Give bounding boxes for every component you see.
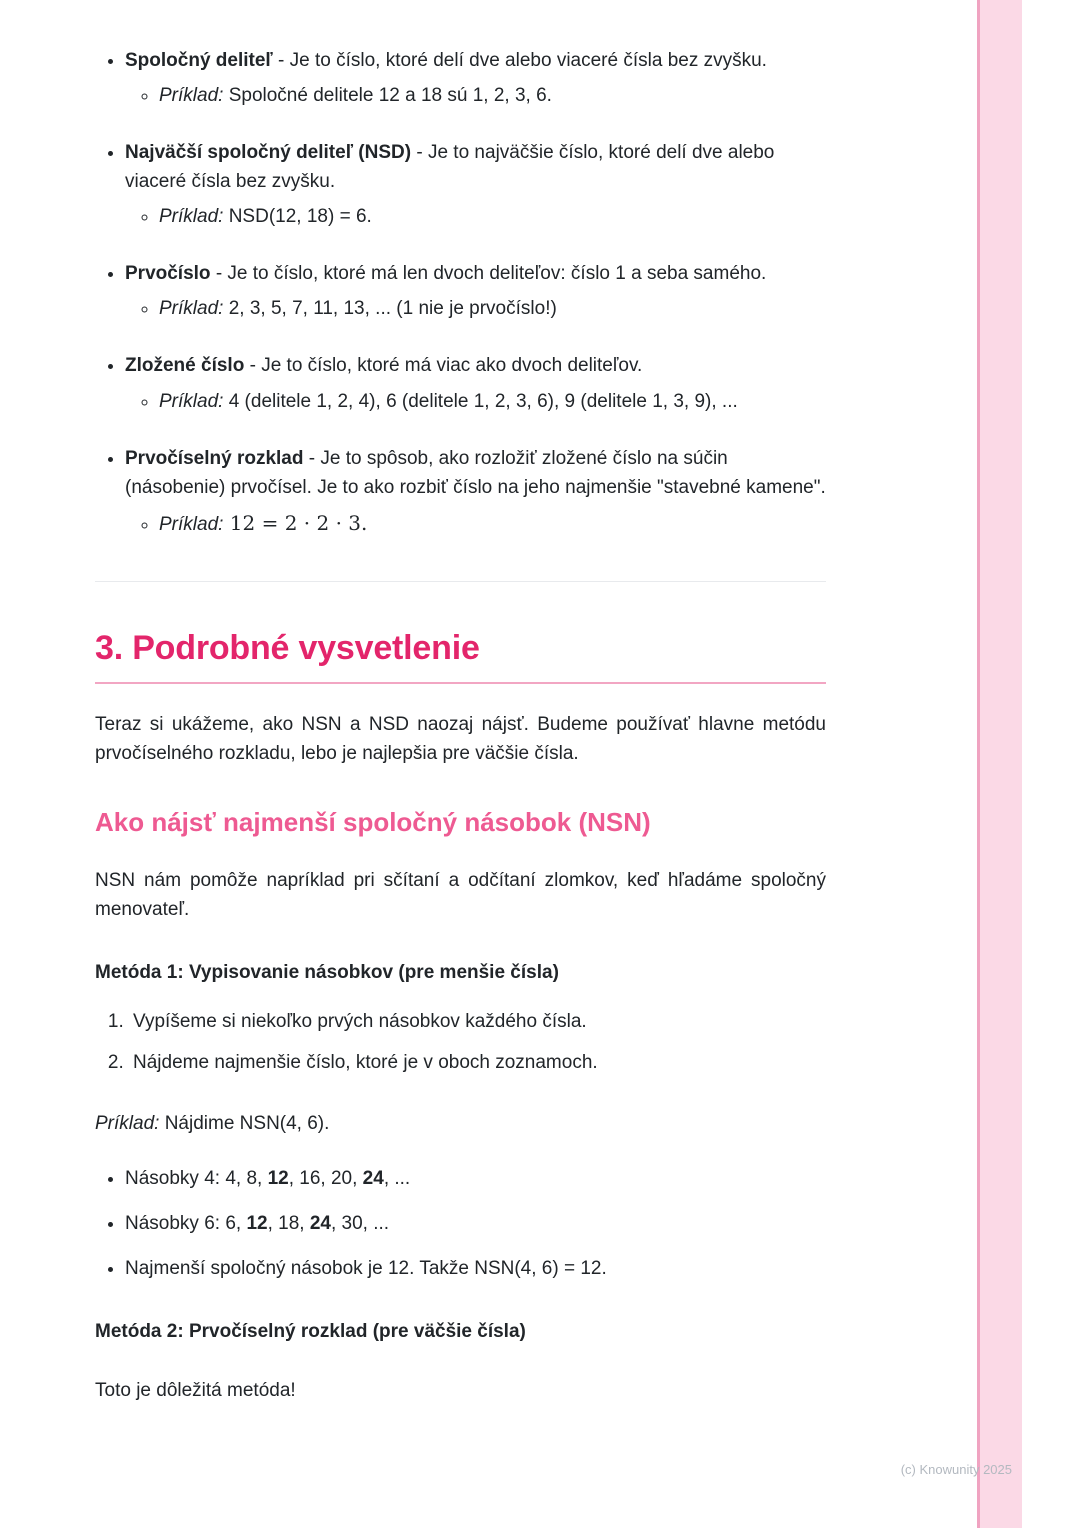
definition-desc: - Je to číslo, ktoré má viac ako dvoch deliteľov. [244, 355, 643, 377]
section-title: 3. Podrobné vysvetlenie [95, 628, 480, 667]
multiples-text: , 18, [267, 1213, 310, 1235]
example-text: 4 (delitele 1, 2, 4), 6 (delitele 1, 2, 3, 6), 9 (delitele 1, 3, 9), ... [223, 390, 738, 412]
common-multiple: 24 [362, 1168, 384, 1190]
example-label: Príklad: [159, 298, 224, 320]
definition-item-zlozene-cislo [125, 351, 826, 415]
definition-item-nsd [125, 138, 826, 231]
definition-term: Prvočíslo [125, 263, 211, 285]
common-multiple: 12 [246, 1213, 268, 1235]
definition-item-prvocislo [125, 259, 826, 323]
definition-text [125, 46, 826, 75]
definition-term: Spoločný deliteľ [125, 50, 273, 71]
nsn-intro: NSN nám pomôže napríklad pri sčítaní a odčítaní zlomkov, keď hľadáme spoločný menovateľ. [95, 869, 826, 920]
definitions-list [95, 46, 826, 539]
multiples-text: , ... [383, 1168, 411, 1190]
example-text: Spoločné delitele 12 a 18 sú 1, 2, 3, 6. [223, 85, 552, 107]
definition-text [125, 259, 826, 288]
example-label: Príklad: [95, 1113, 160, 1135]
example-item [159, 294, 826, 323]
section-intro: Teraz si ukážeme, ako NSN a NSD naozaj nájsť. Budeme používať hlavne metódu prvočíselného rozkladu, lebo je najlepšia pre väčšie čísla. [95, 713, 826, 764]
definition-term: Najväčší spoločný deliteľ (NSD) [125, 142, 412, 164]
example-item [159, 387, 826, 416]
common-multiple: 24 [309, 1213, 331, 1235]
example-list [125, 387, 826, 416]
definition-desc: - Je to číslo, ktoré má len dvoch deliteľov: číslo 1 a seba samého. [210, 263, 767, 285]
example-math: 12 = 2 · 2 · 3. [223, 510, 368, 535]
definition-desc: - Je to číslo, ktoré delí dve alebo viaceré čísla bez zvyšku. [272, 50, 767, 71]
multiples-of-4 [125, 1164, 826, 1193]
nsn-conclusion: • Najmenší spoločný násobok je 12. Takže NSN(4, 6) = 12. [125, 1254, 826, 1283]
method1-step-1: 1. Vypíšeme si niekoľko prvých násobkov každého čísla. [129, 1007, 826, 1036]
example-item [159, 202, 826, 231]
common-multiple: 12 [267, 1168, 289, 1190]
multiples-text: , 30, ... [330, 1213, 390, 1235]
definition-term: Zložené číslo [125, 355, 245, 377]
example-item [159, 81, 826, 110]
right-pink-stripe [977, 0, 1022, 1528]
multiples-text: Násobky 4: 4, 8, [125, 1168, 268, 1190]
example-label: Príklad: [159, 206, 224, 228]
definition-term: Prvočíselný rozklad [125, 447, 304, 469]
method1-title: Metóda 1: Vypisovanie násobkov (pre menšie čísla) [95, 961, 559, 983]
example-label: Príklad: [159, 85, 224, 107]
nsn-heading: Ako nájsť najmenší spoločný násobok (NSN) [95, 807, 651, 838]
method2-title: Metóda 2: Prvočíselný rozklad (pre väčšie čísla) [95, 1321, 526, 1343]
example-item [159, 508, 826, 539]
method1-steps [95, 1007, 826, 1077]
definition-text [125, 138, 826, 196]
document-content [95, 46, 826, 1406]
method2-note: Toto je dôležitá metóda! [95, 1380, 296, 1402]
definition-desc: - Je to najväčšie číslo, ktoré delí dve alebo viaceré čísla bez zvyšku. [125, 142, 775, 193]
example-label: Príklad: [159, 390, 224, 412]
definition-item-spolocny-delitel [125, 46, 826, 110]
multiples-list [95, 1164, 826, 1283]
example-text: Nájdime NSN(4, 6). [159, 1113, 330, 1135]
example-list [125, 81, 826, 110]
definition-desc: - Je to spôsob, ako rozložiť zložené číslo na súčin (násobenie) prvočísel. Je to ako rozbiť číslo na jeho najmenšie "stavebné kamene". [125, 447, 826, 498]
section-divider [95, 581, 826, 582]
definition-text [125, 444, 826, 502]
definition-item-prvocislelny-rozklad [125, 444, 826, 539]
example-text: 2, 3, 5, 7, 11, 13, ... (1 nie je prvočíslo!) [223, 298, 557, 320]
title-underline [95, 682, 826, 684]
definition-text [125, 351, 826, 380]
method1-step-2: 2. Nájdeme najmenšie číslo, ktoré je v oboch zoznamoch. [129, 1048, 826, 1077]
multiples-of-6 [125, 1209, 826, 1238]
example-text: NSD(12, 18) = 6. [223, 206, 372, 228]
example-list [125, 202, 826, 231]
example-list [125, 294, 826, 323]
copyright-watermark: (c) Knowunity 2025 [900, 1462, 1012, 1477]
nsn-example [95, 1109, 826, 1138]
multiples-text: Násobky 6: 6, [125, 1213, 247, 1235]
multiples-text: , 16, 20, [288, 1168, 363, 1190]
example-list [125, 508, 826, 539]
example-label: Príklad: [159, 513, 224, 535]
